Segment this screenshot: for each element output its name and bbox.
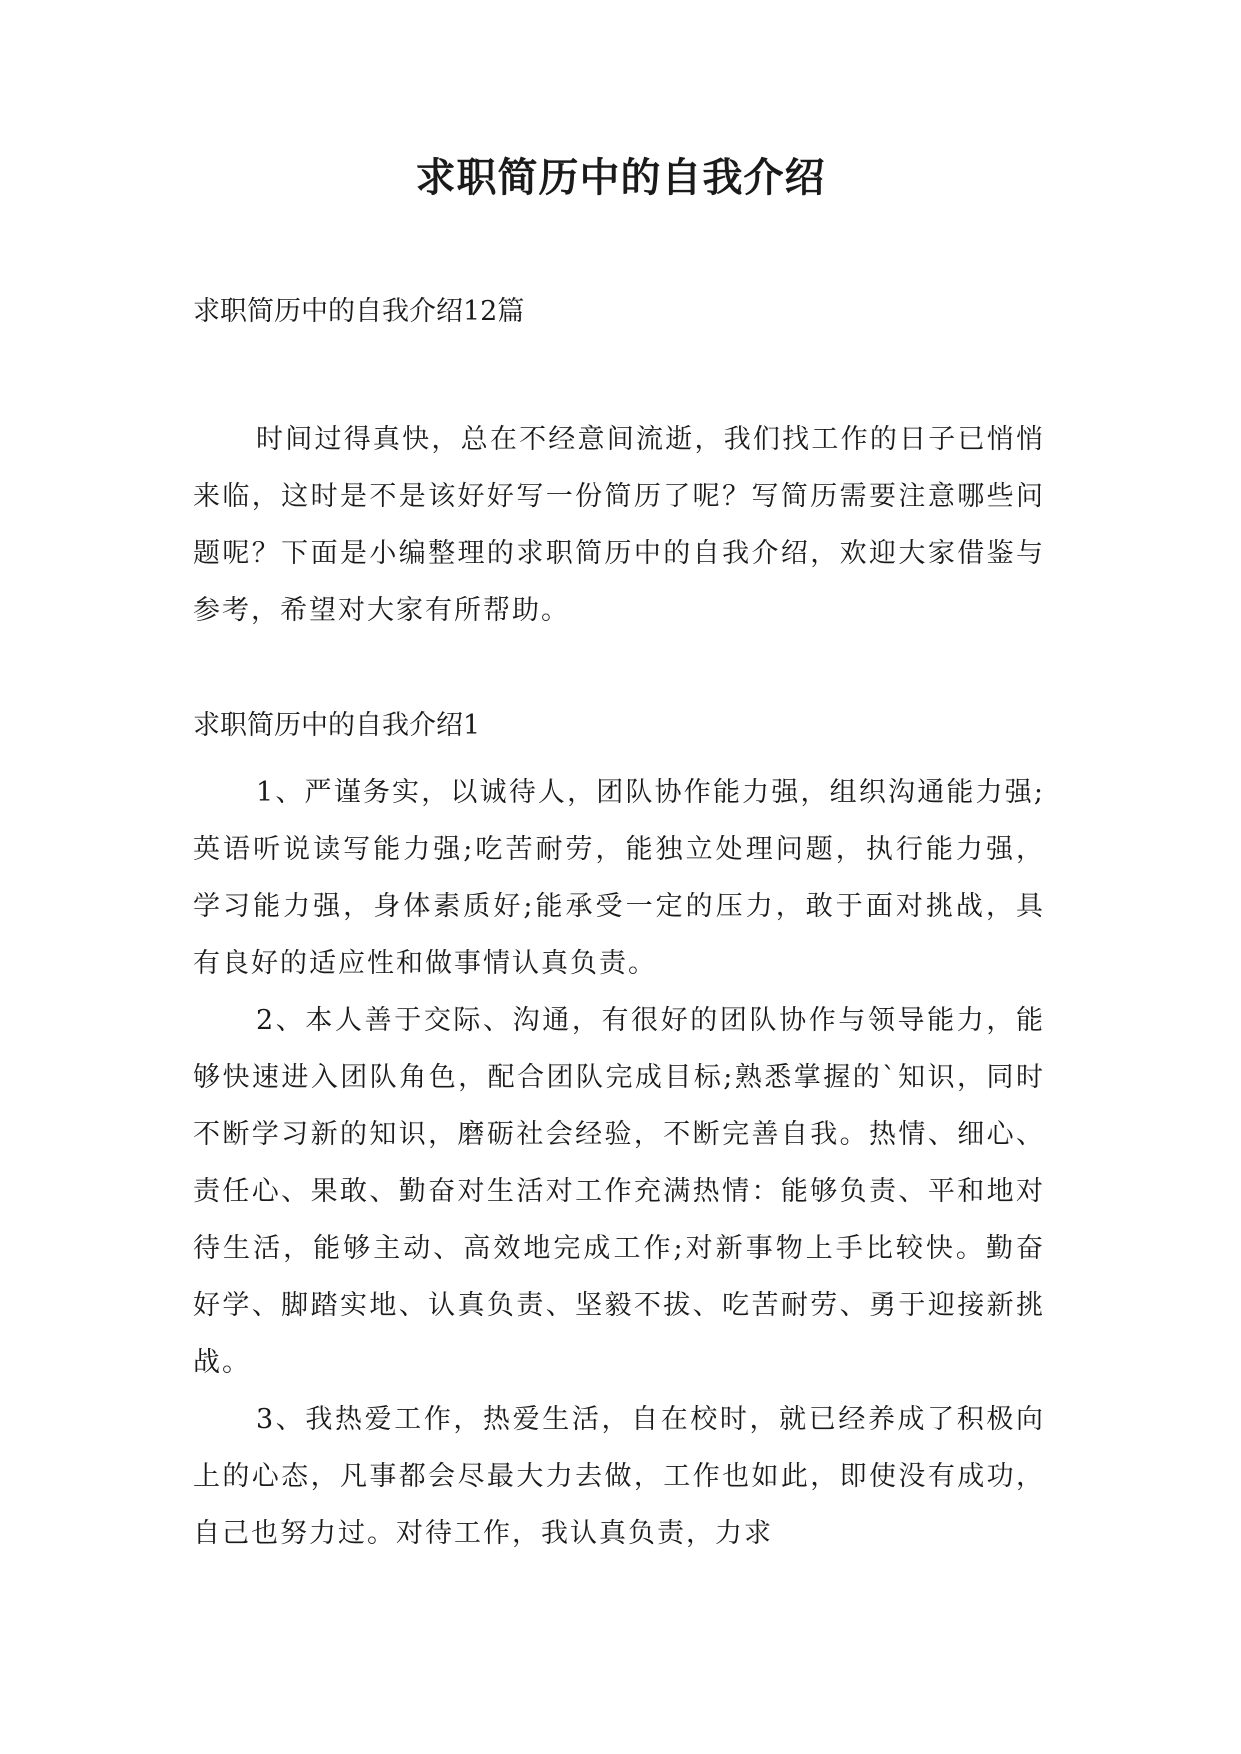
body-paragraph-2: 2、本人善于交际、沟通，有很好的团队协作与领导能力，能够快速进入团队角色，配合团队完成目标;熟悉掌握的`知识，同时不断学习新的知识，磨砺社会经验，不断完善自我。热情、细心、责任心、果敢、勤奋对生活对工作充满热情：能够负责、平和地对待生活，能够主动、高效地完成工作;对新事物上手比较快。勤奋好学、脚踏实地、认真负责、坚毅不拔、吃苦耐劳、勇于迎接新挑战。: [193, 1005, 1045, 1378]
section-heading: 求职简历中的自我介绍1: [193, 710, 481, 741]
document-title: 求职简历中的自我介绍: [415, 155, 826, 201]
intro-paragraph: 时间过得真快，总在不经意间流逝，我们找工作的日子已悄悄来临，这时是不是该好好写一份简历了呢？写简历需要注意哪些问题呢？下面是小编整理的求职简历中的自我介绍，欢迎大家借鉴与参考，希望对大家有所帮助。: [193, 424, 1045, 626]
body-paragraph-3: 3、我热爱工作，热爱生活，自在校时，就已经养成了积极向上的心态，凡事都会尽最大力去做，工作也如此，即使没有成功，自己也努力过。对待工作，我认真负责，力求: [193, 1404, 1045, 1549]
body-paragraph-1: 1、严谨务实，以诚待人，团队协作能力强，组织沟通能力强;英语听说读写能力强;吃苦耐劳，能独立处理问题，执行能力强，学习能力强，身体素质好;能承受一定的压力，敢于面对挑战，具有良好的适应性和做事情认真负责。: [193, 777, 1045, 979]
document-subtitle: 求职简历中的自我介绍12篇: [193, 296, 525, 327]
section-body: [193, 764, 1045, 1562]
